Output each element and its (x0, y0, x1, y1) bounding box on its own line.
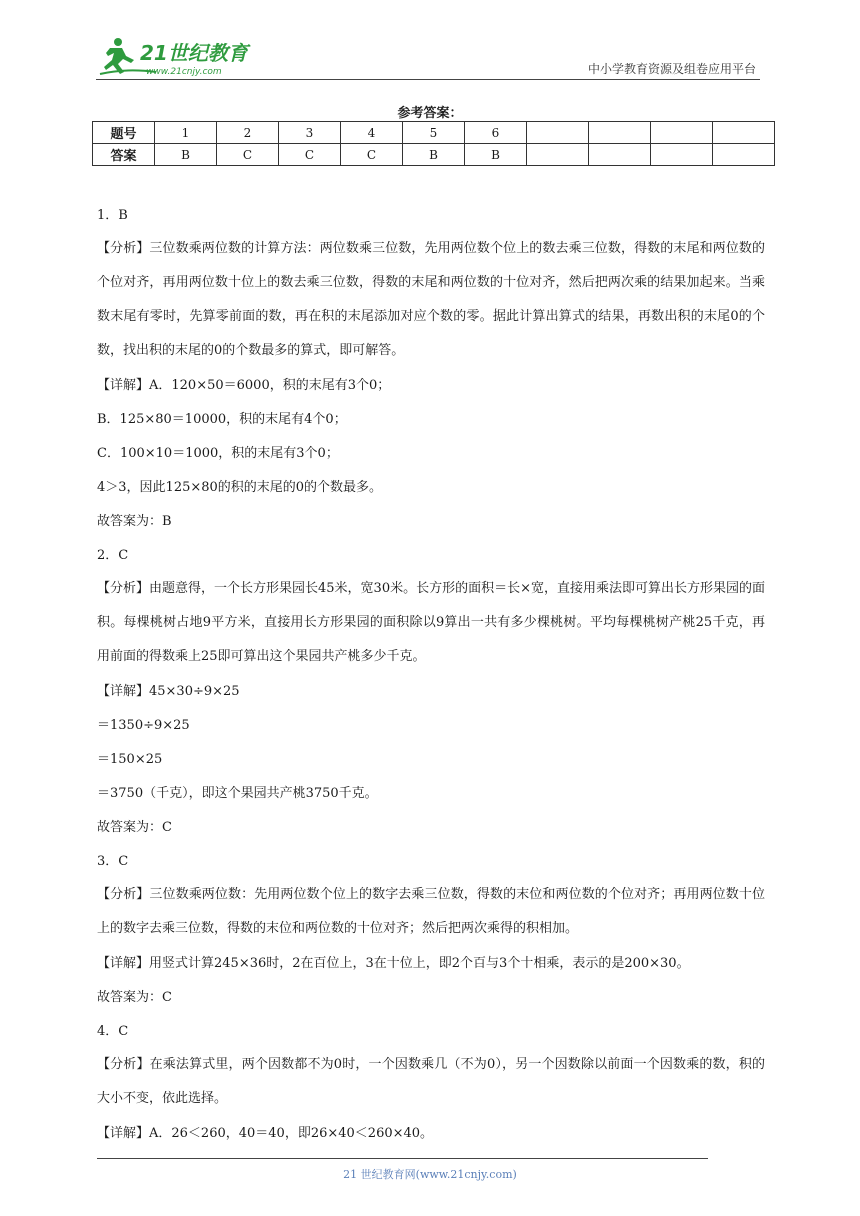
table-cell (589, 144, 651, 166)
question-number: 3．C (97, 853, 129, 869)
detail-line: ＝150×25 (97, 751, 163, 767)
table-cell (651, 122, 713, 144)
detail-line: 4＞3，因此125×80的积的末尾的0的个数最多。 (97, 479, 383, 495)
table-cell: C (217, 144, 279, 166)
detail-line: B．125×80＝10000，积的末尾有4个0； (97, 411, 347, 427)
logo-url: www.21cnjy.com (146, 67, 222, 77)
table-row (93, 122, 775, 144)
table-cell (527, 122, 589, 144)
table-cell: 1 (155, 122, 217, 144)
footer-divider (97, 1158, 708, 1159)
answers-title: 参考答案： (397, 106, 463, 121)
analysis-paragraph: 【分析】由题意得，一个长方形果园长45米，宽30米。长方形的面积＝长×宽，直接用乘法即可算出长方形果园的面积。每棵桃树占地9平方米，直接用长方形果园的面积除以9算出一共有多少棵桃树。平均每棵桃树产桃25千克，再用前面的得数乘上25即可算出这个果园共产桃多少千克。 (97, 581, 765, 664)
table-row-label: 题号 (93, 122, 155, 144)
table-cell (527, 144, 589, 166)
table-cell: B (155, 144, 217, 166)
table-cell: B (465, 144, 527, 166)
table-cell (589, 122, 651, 144)
logo-text: 21世纪教育 (140, 41, 248, 65)
analysis-paragraph: 【分析】三位数乘两位数的计算方法：两位数乘三位数，先用两位数个位上的数去乘三位数，得数的末尾和两位数的个位对齐，再用两位数十位上的数去乘三位数，得数的末尾和两位数的十位对齐，然后把两次乘的结果加起来。当乘数末尾有零时，先算零前面的数，再在积的末尾添加对应个数的零。据此计算出算式的结果，再数出积的末尾0的个数，找出积的末尾的0的个数最多的算式，即可解答。 (97, 241, 765, 358)
table-cell: B (403, 144, 465, 166)
table-row-label: 答案 (93, 144, 155, 166)
table-cell (713, 144, 775, 166)
analysis-paragraph: 【分析】在乘法算式里，两个因数都不为0时，一个因数乘几（不为0），另一个因数除以前面一个因数乘的数，积的大小不变，依此选择。 (97, 1057, 765, 1106)
table-cell: C (341, 144, 403, 166)
table-cell: 5 (403, 122, 465, 144)
answer-line: 故答案为：B (97, 513, 172, 529)
question-number: 2．C (97, 547, 129, 563)
table-cell: 4 (341, 122, 403, 144)
runner-logo-icon (96, 34, 266, 78)
answer-table (92, 121, 775, 166)
table-row (93, 144, 775, 166)
site-logo (96, 34, 266, 78)
page-header (96, 30, 760, 80)
table-cell: 3 (279, 122, 341, 144)
table-cell: 6 (465, 122, 527, 144)
footer-link[interactable]: 21 世纪教育网(www.21cnjy.com) (343, 1168, 517, 1181)
question-number: 1．B (97, 207, 128, 223)
table-cell (713, 122, 775, 144)
analysis-paragraph: 【分析】三位数乘两位数：先用两位数个位上的数字去乘三位数，得数的末位和两位数的个位对齐；再用两位数十位上的数字去乘三位数，得数的末位和两位数的十位对齐；然后把两次乘得的积相加。 (97, 887, 765, 936)
detail-line: C．100×10＝1000，积的末尾有3个0； (97, 445, 339, 461)
platform-name: 中小学教育资源及组卷应用平台 (587, 62, 756, 76)
answer-explanations (97, 198, 765, 1150)
question-number: 4．C (97, 1023, 129, 1039)
detail-line: 【详解】A．26＜260，40＝40，即26×40＜260×40。 (97, 1125, 434, 1141)
table-cell: C (279, 144, 341, 166)
detail-line: 【详解】A．120×50＝6000，积的末尾有3个0； (97, 377, 391, 393)
detail-line: 【详解】45×30÷9×25 (97, 683, 240, 699)
answer-line: 故答案为：C (97, 819, 172, 835)
answer-line: 故答案为：C (97, 989, 172, 1005)
table-cell: 2 (217, 122, 279, 144)
header-divider (96, 79, 760, 80)
detail-line: 【详解】用竖式计算245×36时，2在百位上，3在十位上，即2个百与3个十相乘，表示的是200×30。 (97, 955, 690, 971)
detail-line: ＝3750（千克），即这个果园共产桃3750千克。 (97, 785, 378, 801)
table-cell (651, 144, 713, 166)
detail-line: ＝1350÷9×25 (97, 717, 190, 733)
